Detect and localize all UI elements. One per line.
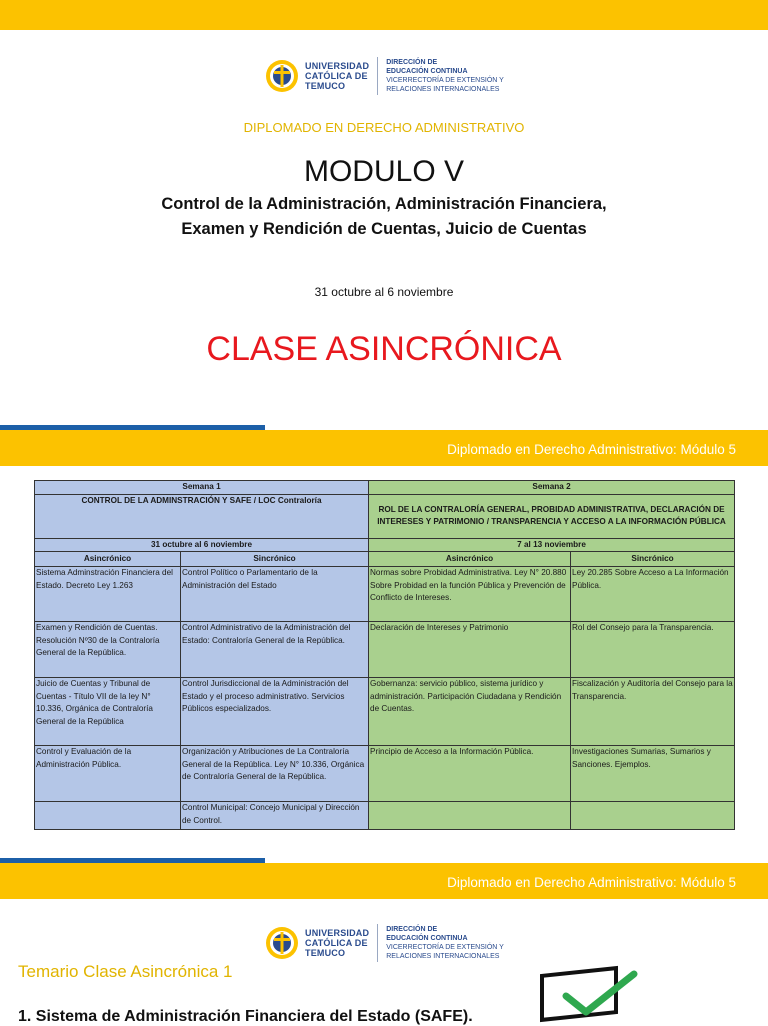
table-row [35, 567, 735, 622]
university-name: UNIVERSIDAD CATÓLICA DE TEMUCO [305, 61, 370, 91]
logo-divider [377, 924, 378, 962]
table-cell [369, 802, 571, 830]
table-row [35, 678, 735, 746]
table-cell: Juicio de Cuentas y Tribunal de Cuentas - Título VII de la ley N° 10.336, Orgánica de Contraloría General de la República [35, 678, 181, 746]
table-cell [35, 802, 181, 830]
table-row [35, 622, 735, 678]
week1-label: Semana 1 [35, 481, 369, 495]
module-title: MODULO V [303, 155, 465, 188]
table-cell: Control Municipal: Concejo Municipal y Dirección de Control. [181, 802, 369, 830]
table-cell: Examen y Rendición de Cuentas. Resolución Nº30 de la Contraloría General de la República. [35, 622, 181, 678]
week2-label: Semana 2 [369, 481, 735, 495]
university-emblem-icon [265, 926, 299, 960]
checkmark-icon [560, 968, 640, 1024]
slide3-header-text: Diplomado en Derecho Administrativo: Módulo 5 [447, 875, 736, 890]
table-row-week-dates [35, 538, 735, 552]
logo-divider [377, 57, 378, 95]
week2-sync-header: Sincrónico [571, 552, 735, 567]
module-subtitle-line2: Examen y Rendición de Cuentas, Juicio de Cuentas [181, 220, 587, 238]
module-dates: 31 octubre al 6 noviembre [314, 285, 454, 299]
week1-dates: 31 octubre al 6 noviembre [35, 538, 369, 552]
table-cell: Gobernanza: servicio público, sistema jurídico y administración. Participación Ciudadana y Rendición de Cuentas. [369, 678, 571, 746]
table-cell: Ley 20.285 Sobre Acceso a La Información Pública. [571, 567, 735, 622]
table-cell: Sistema Adminstración Financiera del Estado. Decreto Ley 1.263 [35, 567, 181, 622]
direction-name: DIRECCIÓN DE EDUCACIÓN CONTINUA VICERRECTORÍA DE EXTENSIÓN Y RELACIONES INTERNACIONALES [386, 926, 504, 960]
week1-sync-header: Sincrónico [181, 552, 369, 567]
temario-title: Temario Clase Asincrónica 1 [18, 962, 233, 981]
direction-name: DIRECCIÓN DE EDUCACIÓN CONTINUA VICERRECTORÍA DE EXTENSIÓN Y RELACIONES INTERNACIONALES [386, 59, 504, 93]
temario-item-1: 1. Sistema de Administración Financiera del Estado (SAFE). [18, 1008, 473, 1025]
table-row-column-headers [35, 552, 735, 567]
module-subtitle-line1: Control de la Administración, Administración Financiera, [161, 195, 607, 213]
week2-dates: 7 al 13 noviembre [369, 538, 735, 552]
week2-async-header: Asincrónico [369, 552, 571, 567]
slide2-header-text: Diplomado en Derecho Administrativo: Módulo 5 [447, 442, 736, 457]
table-cell: Principio de Acceso a la Información Pública. [369, 746, 571, 802]
university-logo [265, 924, 504, 962]
week2-topic: ROL DE LA CONTRALORÍA GENERAL, PROBIDAD ADMINISTRATIVA, DECLARACIÓN DE INTERESES Y PATRIMONIO / TRANSPARENCIA Y ACCESO A LA INFORMACIÓN PÚBLICA [369, 494, 735, 538]
table-cell: Control y Evaluación de la Administración Pública. [35, 746, 181, 802]
table-row-week-topics [35, 494, 735, 538]
table-cell: Normas sobre Probidad Administrativa. Ley N° 20.880 Sobre Probidad en la función Pública y Prevención de Conflicto de Intereses. [369, 567, 571, 622]
table-cell: Organización y Atribuciones de La Contraloría General de la República. Ley N° 10.336, Orgánica de Contraloría General de la República. [181, 746, 369, 802]
table-cell: Fiscalización y Auditoría del Consejo para la Transparencia. [571, 678, 735, 746]
table-cell: Control Político o Parlamentario de la Administración del Estado [181, 567, 369, 622]
table-cell: Investigaciones Sumarias, Sumarios y Sanciones. Ejemplos. [571, 746, 735, 802]
week1-topic: CONTROL DE LA ADMINSTRACIÓN Y SAFE / LOC Contraloría [35, 494, 369, 538]
table-row [35, 802, 735, 830]
university-emblem-icon [265, 59, 299, 93]
table-cell: Control Administrativo de la Administración del Estado: Contraloría General de la República. [181, 622, 369, 678]
university-name: UNIVERSIDAD CATÓLICA DE TEMUCO [305, 928, 370, 958]
table-cell: Control Jurisdiccional de la Administración del Estado y el proceso administrativo. Servicios Públicos especializados. [181, 678, 369, 746]
table-cell [571, 802, 735, 830]
top-yellow-bar [0, 0, 768, 30]
class-type-title: CLASE ASINCRÓNICA [206, 330, 562, 368]
university-logo [265, 57, 504, 95]
table-cell: Declaración de Intereses y Patrimonio [369, 622, 571, 678]
week1-async-header: Asincrónico [35, 552, 181, 567]
schedule-table [34, 480, 735, 830]
program-title: DIPLOMADO EN DERECHO ADMINISTRATIVO [243, 120, 525, 135]
table-row-week-labels [35, 481, 735, 495]
table-row [35, 746, 735, 802]
table-cell: Rol del Consejo para la Transparencia. [571, 622, 735, 678]
